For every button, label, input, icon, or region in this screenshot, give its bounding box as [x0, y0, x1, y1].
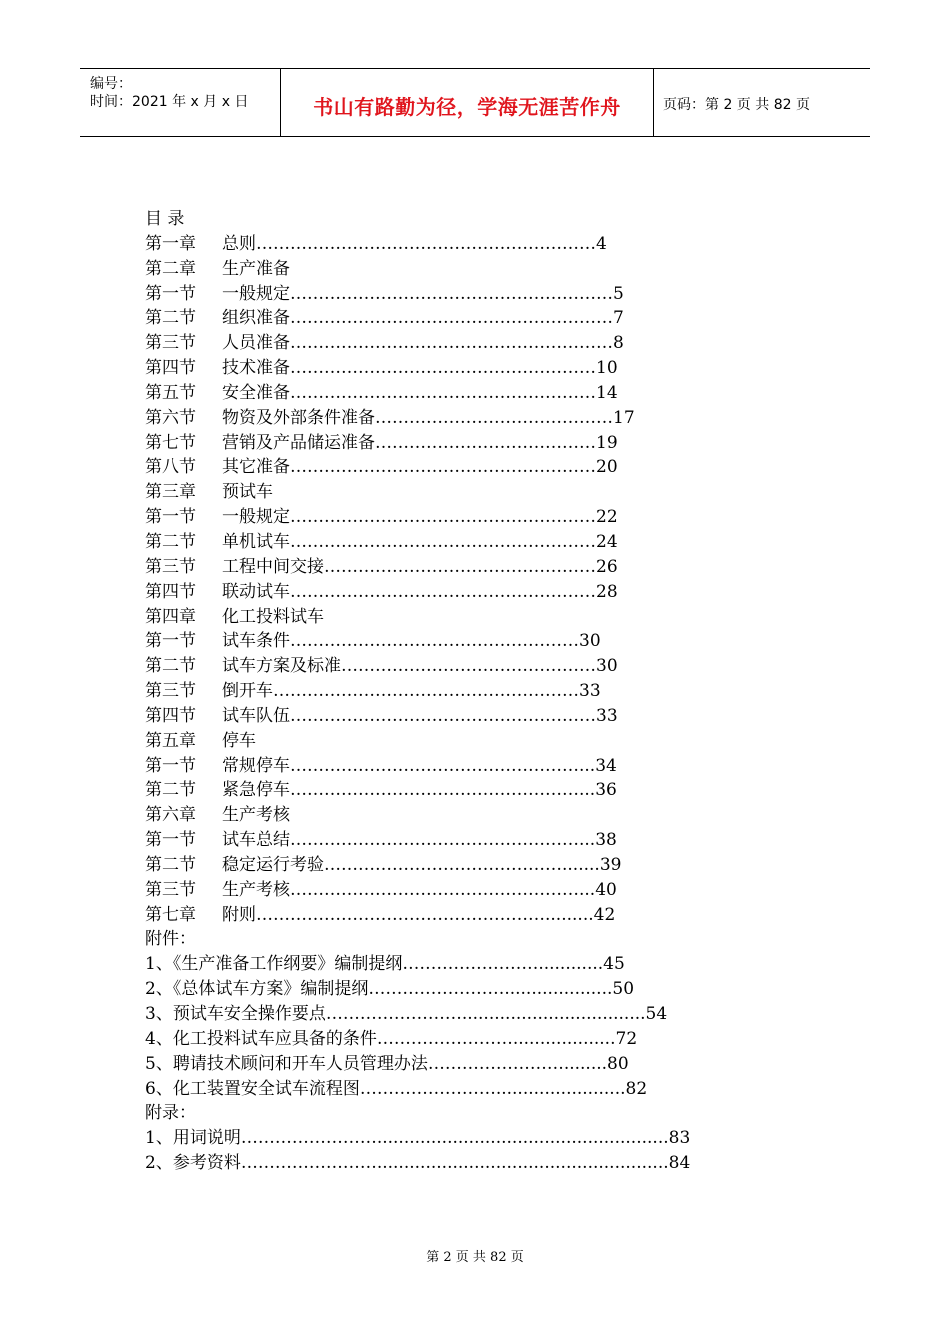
attachment-entry-page: 54: [645, 1004, 668, 1024]
toc-entry-page: 42: [593, 904, 616, 925]
attachment-entry: [145, 977, 745, 1002]
attachment-entry-page: 50: [612, 979, 635, 1000]
attachments-heading: 附件：: [145, 929, 196, 950]
toc-entry-page: 20: [596, 457, 618, 478]
toc-entry: [145, 654, 745, 679]
toc-entry-page: 24: [596, 531, 618, 552]
toc-entry-title: 试车总结: [222, 830, 290, 851]
attachment-entry-text: 4、化工投料试车应具备的条件……………………...................: [145, 1028, 616, 1049]
toc-entry-page: 33: [596, 705, 618, 726]
header-motto-cell: [280, 69, 654, 136]
toc-entry-page: 5: [613, 283, 624, 304]
toc-entry-page: 22: [596, 507, 618, 528]
toc-entry-number: 第七节: [145, 432, 196, 453]
toc-entry-title: 一般规定: [222, 507, 290, 528]
page-header: [80, 68, 870, 137]
toc-entry-title: 其它准备: [222, 457, 290, 478]
toc-entry-number: 第三节: [145, 681, 196, 702]
toc-entry-title: 紧急停车: [222, 780, 290, 801]
toc-entry-title: 倒开车: [222, 681, 273, 702]
toc-entry-title: 生产准备: [222, 258, 290, 279]
toc-entry: [145, 306, 745, 331]
toc-entry-page: 39: [599, 854, 622, 875]
toc-entry-leader: …………………………………………………: [290, 333, 613, 354]
toc-entry-number: 第三节: [145, 879, 196, 900]
toc-entry-title: 组织准备: [222, 308, 290, 329]
toc-entry: [145, 903, 745, 928]
toc-entry-leader: ………………………………………………: [290, 531, 596, 552]
toc-entry: [145, 580, 745, 605]
toc-entry-leader: ………………………………………………: [273, 681, 579, 702]
attachment-entry: [145, 952, 745, 977]
toc-entry-title: 稳定运行考验: [222, 854, 324, 875]
toc-entry: [145, 629, 745, 654]
table-of-contents: [145, 207, 745, 1176]
attachment-entry: [145, 1002, 745, 1027]
header-page-info: 页码：第 2 页 共 82 页: [663, 97, 810, 113]
toc-entry-number: 第七章: [145, 904, 196, 925]
toc-entry-leader: ……………………………………………...: [290, 755, 596, 776]
toc-entry: [145, 381, 745, 406]
toc-entry-page: 38: [595, 830, 617, 851]
toc-entry-page: 28: [596, 581, 618, 602]
toc-entry: [145, 282, 745, 307]
toc-entry: [145, 480, 745, 505]
toc-entry-number: 第四节: [145, 705, 196, 726]
attachment-entry-text: 1、《生产准备工作纲要》编制提纲……………………............: [145, 954, 604, 975]
toc-entry: [145, 704, 745, 729]
toc-title: 目 录: [145, 209, 185, 229]
toc-entry-page: 30: [596, 656, 618, 677]
toc-entry-leader: …………………………………………….........: [256, 904, 594, 925]
toc-entry: [145, 455, 745, 480]
toc-entry-title: 试车条件: [222, 631, 290, 652]
toc-entry-leader: ……………………………………………...: [290, 879, 596, 900]
toc-entry-title: 单机试车: [222, 531, 290, 552]
toc-entry-title: 试车队伍: [222, 705, 290, 726]
toc-entry-leader: ………………………………………………: [290, 705, 596, 726]
toc-entry-title: 常规停车: [222, 755, 290, 776]
toc-entry-page: 30: [579, 631, 601, 652]
toc-entry-title: 技术准备: [222, 358, 290, 379]
toc-entry-number: 第六章: [145, 805, 196, 826]
toc-entry-title: 一般规定: [222, 283, 290, 304]
toc-entry-title: 人员准备: [222, 333, 290, 354]
toc-entry-leader: …………………………………………………: [290, 308, 613, 329]
toc-entry-leader: ………………………………………………: [290, 358, 596, 379]
toc-entry: [145, 232, 745, 257]
attachment-entry-page: 80: [607, 1053, 629, 1074]
appendix-entry: [145, 1126, 745, 1151]
appendix-heading: 附录：: [145, 1103, 196, 1124]
toc-entry: [145, 878, 745, 903]
toc-entry-title: 安全准备: [222, 382, 290, 403]
attachment-entry-text: 3、预试车安全操作要点……………………..................................: [145, 1004, 646, 1024]
toc-entry-page: 33: [579, 681, 601, 702]
toc-entry-page: 26: [596, 556, 618, 577]
attachment-entry-page: 72: [615, 1028, 638, 1049]
toc-entry: [145, 828, 745, 853]
toc-entry-number: 第八节: [145, 457, 196, 478]
toc-entry-leader: ………………………………………………: [290, 507, 596, 528]
toc-entry: [145, 853, 745, 878]
toc-entry-page: 8: [613, 333, 624, 354]
toc-entry-leader: ………………………………………………: [290, 581, 596, 602]
attachment-entry-page: 45: [603, 954, 625, 975]
toc-entry-page: 19: [596, 432, 618, 453]
toc-entry: [145, 431, 745, 456]
motto-text: 书山有路勤为径，学海无涯苦作舟: [313, 95, 621, 119]
toc-entry-page: 34: [595, 755, 617, 776]
toc-entry-number: 第五章: [145, 730, 196, 751]
toc-entry: [145, 356, 745, 381]
toc-entry-number: 第一节: [145, 755, 196, 776]
toc-entry: [145, 778, 745, 803]
toc-entry-number: 第三节: [145, 333, 196, 354]
toc-entry: [145, 679, 745, 704]
toc-entry-number: 第三节: [145, 556, 196, 577]
toc-entry-title: 停车: [222, 730, 256, 751]
header-info-cell: [80, 69, 280, 136]
toc-entry-leader: …………………………………………: [324, 556, 596, 577]
toc-entry-number: 第一节: [145, 283, 196, 304]
toc-entry-page: 10: [596, 358, 618, 379]
toc-entry-leader: …………………………………………………: [290, 283, 613, 304]
toc-entry-title: 总则: [222, 233, 256, 254]
attachment-entry-text: 6、化工装置安全试车流程图……………………........................: [145, 1078, 626, 1099]
toc-entry: [145, 406, 745, 431]
toc-entry-number: 第一节: [145, 631, 196, 652]
toc-entry: [145, 505, 745, 530]
attachment-entry: [145, 1027, 745, 1052]
attachment-entry: [145, 1077, 745, 1102]
toc-entry: [145, 530, 745, 555]
appendix-entry-page: 84: [668, 1153, 691, 1174]
toc-entry-number: 第二节: [145, 780, 196, 801]
toc-entry-page: 17: [613, 407, 635, 428]
toc-entry-leader: ……………………………………………: [290, 631, 579, 652]
toc-entry-number: 第三章: [145, 482, 196, 503]
toc-entry: [145, 331, 745, 356]
document-time-label: 时间：2021 年 x 月 x 日: [90, 94, 249, 110]
toc-entry-leader: ……………………………………………………: [256, 233, 596, 254]
toc-entry-number: 第二章: [145, 258, 196, 279]
appendix-entry: [145, 1151, 745, 1176]
toc-entry-title: 试车方案及标准: [222, 656, 341, 677]
toc-entry-leader: ……………………………………………...: [290, 830, 596, 851]
toc-entry-number: 第二节: [145, 854, 196, 875]
toc-entry: [145, 555, 745, 580]
toc-entry-leader: ………………………………………………: [290, 457, 596, 478]
attachment-entry-page: 82: [625, 1078, 648, 1099]
toc-entry-title: 预试车: [222, 482, 273, 503]
attachment-entry: [145, 1052, 745, 1077]
header-page-cell: [653, 69, 870, 136]
toc-entry-number: 第二节: [145, 531, 196, 552]
toc-entry: [145, 257, 745, 282]
toc-entry-number: 第五节: [145, 382, 196, 403]
attachment-entry-text: 2、《总体试车方案》编制提纲……………………....................: [145, 979, 613, 1000]
toc-entry-number: 第二节: [145, 308, 196, 329]
toc-entry-title: 生产考核: [222, 805, 290, 826]
toc-entry-leader: ……………………………………: [375, 407, 613, 428]
toc-entry-title: 物资及外部条件准备: [222, 407, 375, 428]
appendix-entry-page: 83: [668, 1128, 691, 1149]
toc-entry: [145, 803, 745, 828]
page-footer: 第 2 页 共 82 页: [426, 1250, 524, 1265]
toc-entry-number: 第一章: [145, 233, 196, 254]
toc-entry-number: 第一节: [145, 830, 196, 851]
toc-entry-title: 联动试车: [222, 581, 290, 602]
toc-entry-leader: ………………………………………………: [290, 382, 596, 403]
toc-entry: [145, 729, 745, 754]
toc-entry-number: 第二节: [145, 656, 196, 677]
toc-entry-page: 7: [613, 308, 624, 329]
attachment-entry-text: 5、聘请技术顾问和开车人员管理办法……………………........: [145, 1053, 608, 1074]
toc-entry: [145, 754, 745, 779]
toc-entry-number: 第一节: [145, 507, 196, 528]
toc-entry-number: 第四章: [145, 606, 196, 627]
toc-entry-title: 工程中间交接: [222, 556, 324, 577]
toc-entry-leader: ……………………………………………...: [290, 780, 596, 801]
toc-entry-number: 第四节: [145, 581, 196, 602]
toc-entry-leader: …………………………………: [375, 432, 596, 453]
appendix-entry-text: 1、用词说明……………………......................................................: [145, 1128, 669, 1149]
toc-entry-title: 化工投料试车: [222, 606, 324, 627]
appendix-entry-text: 2、参考资料……………………......................................................: [145, 1153, 669, 1174]
toc-entry-title: 生产考核: [222, 879, 290, 900]
toc-entry-page: 36: [595, 780, 617, 801]
toc-entry-page: 40: [595, 879, 617, 900]
toc-entry-page: 14: [596, 382, 618, 403]
toc-entry-title: 营销及产品储运准备: [222, 432, 375, 453]
toc-entry-leader: …………………………………….......: [324, 854, 600, 875]
document-number-label: 编号：: [90, 76, 132, 92]
toc-entry-page: 4: [596, 233, 607, 254]
toc-entry: [145, 605, 745, 630]
toc-entry-title: 附则: [222, 904, 256, 925]
toc-entry-number: 第六节: [145, 407, 196, 428]
toc-entry-number: 第四节: [145, 358, 196, 379]
toc-entry-leader: ………………………………………: [341, 656, 596, 677]
